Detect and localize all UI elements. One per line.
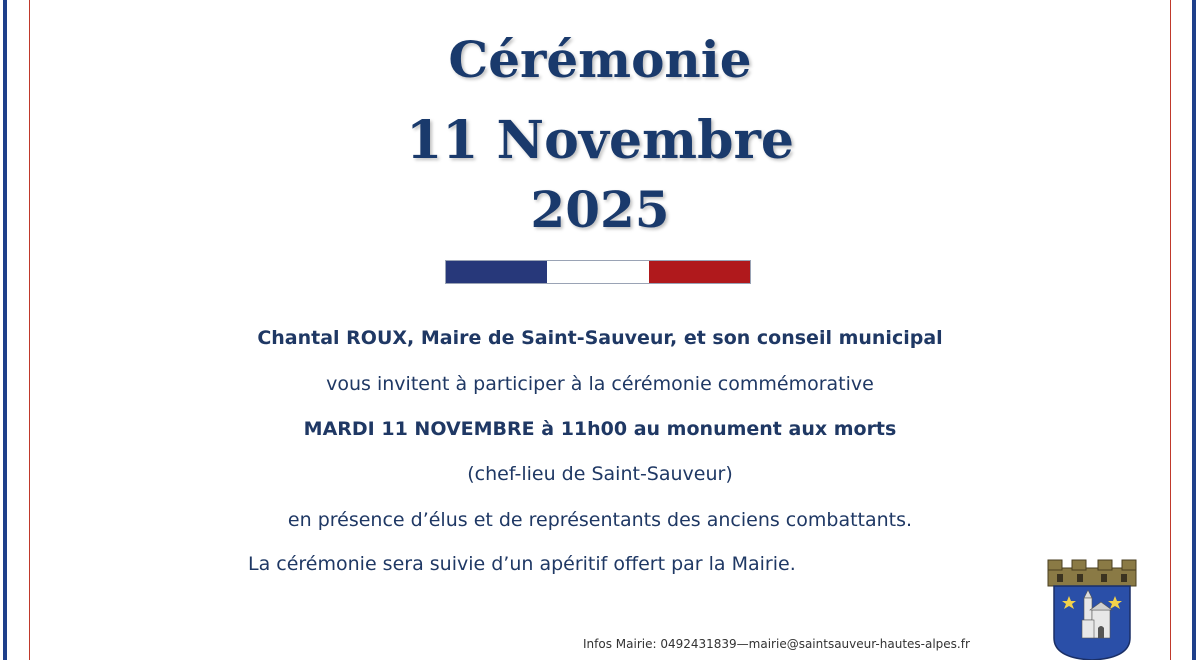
event-location: (chef-lieu de Saint-Sauveur) bbox=[467, 463, 733, 485]
aperitif-text: La cérémonie sera suivie d’un apéritif offert par la Mairie. bbox=[248, 553, 796, 575]
flag-white-stripe bbox=[547, 261, 648, 283]
title-ceremonie: Cérémonie bbox=[448, 30, 752, 89]
event-datetime: MARDI 11 NOVEMBRE à 11h00 au monument aux morts bbox=[303, 418, 897, 440]
title-date: 11 Novembre bbox=[406, 110, 794, 171]
invitation-host: Chantal ROUX, Maire de Saint-Sauveur, et son conseil municipal bbox=[257, 327, 943, 349]
coat-of-arms-icon bbox=[1042, 558, 1142, 660]
attendees-text: en présence d’élus et de représentants des anciens combattants. bbox=[287, 509, 913, 531]
flag-red-stripe bbox=[649, 261, 750, 283]
title-year: 2025 bbox=[530, 180, 670, 239]
invitation-text: vous invitent à participer à la cérémonie commémorative bbox=[326, 373, 874, 395]
mairie-contact-info: Infos Mairie: 0492431839—mairie@saintsauveur-hautes-alpes.fr bbox=[583, 637, 970, 651]
flag-blue-stripe bbox=[446, 261, 547, 283]
french-flag-bar bbox=[445, 260, 751, 284]
